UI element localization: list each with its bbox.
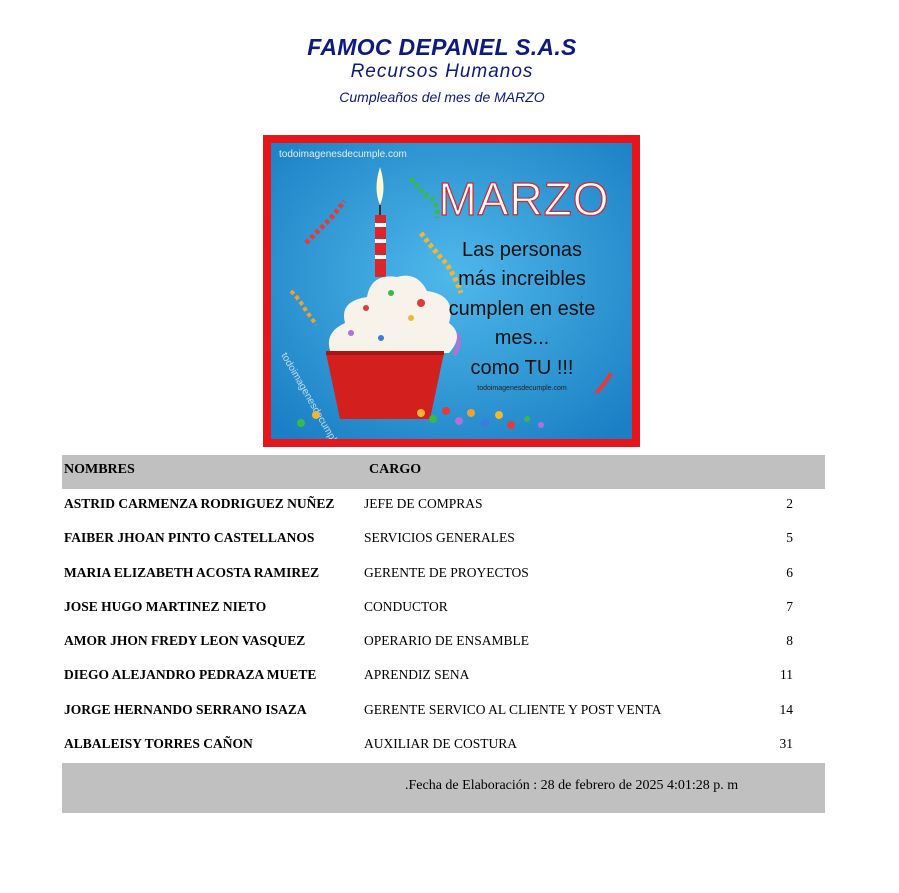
employee-name: FAIBER JHOAN PINTO CASTELLANOS: [64, 530, 315, 546]
banner-line-3: cumplen en este: [448, 298, 596, 320]
employee-role: GERENTE DE PROYECTOS: [364, 564, 529, 580]
employee-role: AUXILIAR DE COSTURA: [364, 736, 517, 752]
table-row: [62, 729, 825, 763]
banner-site: todoimagenesdecumple.com: [477, 385, 567, 392]
birthday-day: 31: [779, 736, 793, 752]
table-row: [62, 523, 825, 557]
company-title: FAMOC DEPANEL S.A.S: [307, 34, 577, 60]
employee-name: ASTRID CARMENZA RODRIGUEZ NUÑEZ: [64, 496, 335, 511]
employee-role: OPERARIO DE ENSAMBLE: [364, 633, 530, 649]
cupcake-illustration: [271, 143, 632, 439]
banner-month: MARZO: [438, 173, 610, 225]
employee-role: JEFE DE COMPRAS: [364, 496, 483, 511]
birthday-banner: [263, 135, 640, 447]
report-subtitle: Cumpleaños del mes de MARZO: [339, 89, 545, 105]
department-title: Recursos Humanos: [350, 61, 534, 82]
employee-role: SERVICIOS GENERALES: [364, 530, 515, 546]
table-row: [62, 695, 825, 729]
birthday-day: 2: [786, 496, 793, 511]
table-row: [62, 558, 825, 592]
employee-name: JORGE HERNANDO SERRANO ISAZA: [64, 701, 307, 717]
employee-name: ALBALEISY TORRES CAÑON: [64, 736, 253, 752]
watermark-top: todoimagenesdecumple.com: [279, 149, 407, 160]
birthday-day: 8: [786, 633, 793, 649]
employee-role: CONDUCTOR: [364, 598, 448, 614]
generation-date: .Fecha de Elaboración : 28 de febrero de 2025 4:01:28 p. m: [405, 778, 739, 793]
banner-line-5: como TU !!!: [470, 357, 574, 379]
birthday-list: [62, 489, 825, 763]
birthday-day: 5: [786, 530, 793, 546]
birthday-day: 7: [786, 598, 793, 614]
table-row: [62, 660, 825, 694]
employee-name: JOSE HUGO MARTINEZ NIETO: [64, 598, 267, 614]
employee-name: DIEGO ALEJANDRO PEDRAZA MUETE: [64, 667, 317, 683]
employee-name: MARIA ELIZABETH ACOSTA RAMIREZ: [64, 564, 320, 580]
table-row: [62, 592, 825, 626]
employee-name: AMOR JHON FREDY LEON VASQUEZ: [64, 633, 306, 649]
birthday-day: 11: [780, 667, 793, 683]
banner-line-2: más increibles: [458, 268, 586, 290]
table-row: [62, 489, 825, 523]
column-cargo: CARGO: [369, 462, 422, 477]
table-header: [62, 455, 825, 489]
banner-line-4: mes...: [494, 327, 550, 349]
report-footer: [62, 763, 825, 813]
column-nombres: NOMBRES: [64, 462, 135, 477]
employee-role: GERENTE SERVICO AL CLIENTE Y POST VENTA: [364, 701, 662, 717]
employee-role: APRENDIZ SENA: [364, 667, 470, 683]
banner-line-1: Las personas: [461, 239, 583, 261]
birthday-day: 6: [786, 564, 793, 580]
birthday-day: 14: [779, 701, 793, 717]
table-row: [62, 626, 825, 660]
